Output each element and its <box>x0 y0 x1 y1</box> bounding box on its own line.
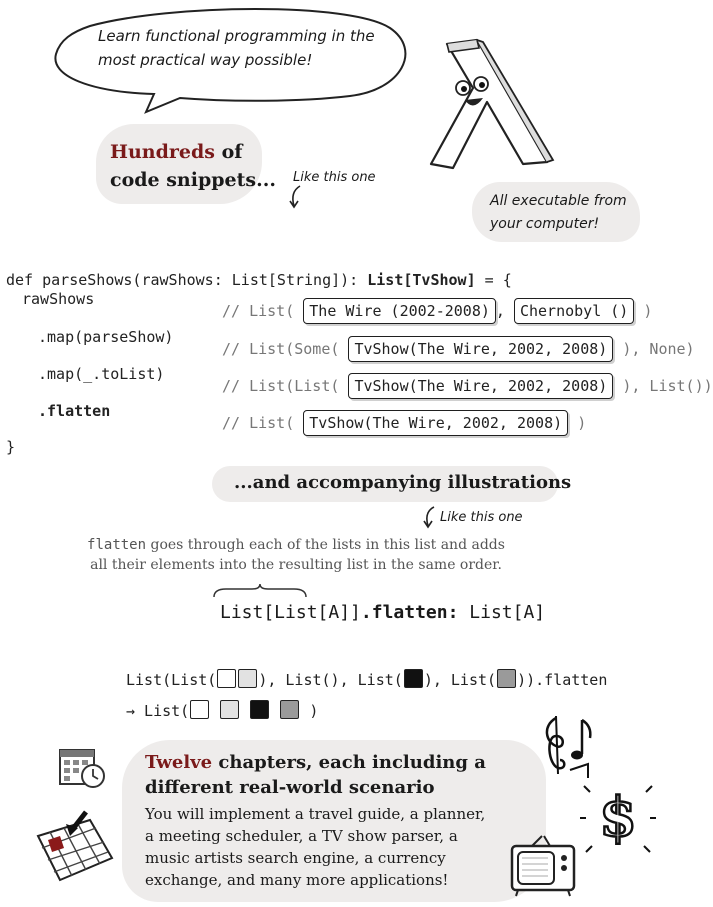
music-notes-icon <box>536 712 606 782</box>
comment-rawshows: // List( The Wire (2002-2008) , Chernobyl () ) <box>222 284 652 320</box>
snippets-highlight: Hundreds <box>110 141 215 163</box>
code-box: Chernobyl () <box>514 298 634 324</box>
like-this-one-label: Like this one <box>440 510 523 525</box>
flatten-signature <box>220 602 545 623</box>
ex-r2: ) <box>309 702 319 720</box>
flatten-keyword: flatten <box>87 537 147 553</box>
comment-close: ) <box>577 414 587 432</box>
comment-map-parseshow <box>222 322 695 358</box>
chapters-body: You will implement a travel guide, a planner, a meeting scheduler, a TV show parser, a music artists search engine, a currency exchange, and many more applications! <box>145 805 486 889</box>
dollar-icon <box>580 778 656 860</box>
code-box: The Wire (2002-2008) <box>303 298 496 324</box>
grey-square-icon <box>497 669 516 688</box>
snippets-line2: code snippets... <box>110 169 276 191</box>
lambda-mascot-icon <box>425 38 575 178</box>
brace-icon <box>210 583 310 599</box>
ex-l2: ), List(), List( <box>258 671 403 689</box>
ex-l1: List(List( <box>126 671 217 689</box>
comment-open: // List(Some( <box>222 340 340 358</box>
comment-close: ), List()) <box>622 377 713 395</box>
map-icon <box>30 806 120 896</box>
ex-l4: )).flatten <box>517 671 608 689</box>
light-square-icon <box>220 700 239 719</box>
chapters-highlight: Twelve <box>145 752 213 773</box>
comment-close: ), None) <box>622 340 695 358</box>
curved-arrow-icon <box>282 182 312 212</box>
code-close-brace: } <box>6 438 16 456</box>
comment-close: ) <box>643 302 653 320</box>
code-line-rawshows: rawShows <box>22 290 95 308</box>
flatten-example-result <box>126 682 318 720</box>
flatten-description <box>86 535 506 575</box>
chapters-heading <box>145 750 525 800</box>
ex-r1: → List( <box>126 702 190 720</box>
comment-map-tolist <box>222 359 713 395</box>
illustrations-heading: ...and accompanying illustrations <box>234 472 572 493</box>
ex-l3: ), List( <box>423 671 497 689</box>
signature-start: def parseShows(rawShows: List[String]): <box>6 271 359 289</box>
code-line-map-tolist: .map(_.toList) <box>38 365 165 383</box>
snippets-heading <box>110 138 276 194</box>
comment-flatten <box>222 396 586 432</box>
code-line-flatten: .flatten <box>38 402 111 420</box>
black-square-icon <box>404 669 423 688</box>
comment-open: // List( <box>222 414 295 432</box>
comment-open: // List( <box>222 302 295 320</box>
tv-icon <box>508 834 582 898</box>
code-box: TvShow(The Wire, 2002, 2008) <box>348 336 613 362</box>
calendar-clock-icon <box>56 744 108 790</box>
code-line-map-parseshow: .map(parseShow) <box>38 328 174 346</box>
signature-type: List[TvShow] <box>367 271 476 289</box>
sig-part1: List[List[A]] <box>220 602 361 623</box>
svg-text:$: $ <box>599 785 637 849</box>
white-square-icon <box>190 700 209 719</box>
flatten-text: goes through each of the lists in this list and adds all their elements into the resulting list in the same order. <box>90 537 505 573</box>
snippets-rest: of <box>221 141 243 163</box>
comment-open: // List(List( <box>222 377 340 395</box>
signature-end: = { <box>484 271 512 289</box>
black-square-icon <box>250 700 269 719</box>
executable-note: All executable from your computer! <box>490 193 627 232</box>
code-box: TvShow(The Wire, 2002, 2008) <box>348 373 613 399</box>
sig-part2: .flatten: <box>360 602 459 623</box>
grey-square-icon <box>280 700 299 719</box>
like-this-one-label: Like this one <box>293 170 376 185</box>
chapters-title-rest: chapters, each including a different real-world scenario <box>145 752 486 798</box>
speech-text: Learn functional programming in the most practical way possible! <box>98 27 375 69</box>
code-box: TvShow(The Wire, 2002, 2008) <box>303 410 568 436</box>
sig-part3: List[A] <box>469 602 546 623</box>
